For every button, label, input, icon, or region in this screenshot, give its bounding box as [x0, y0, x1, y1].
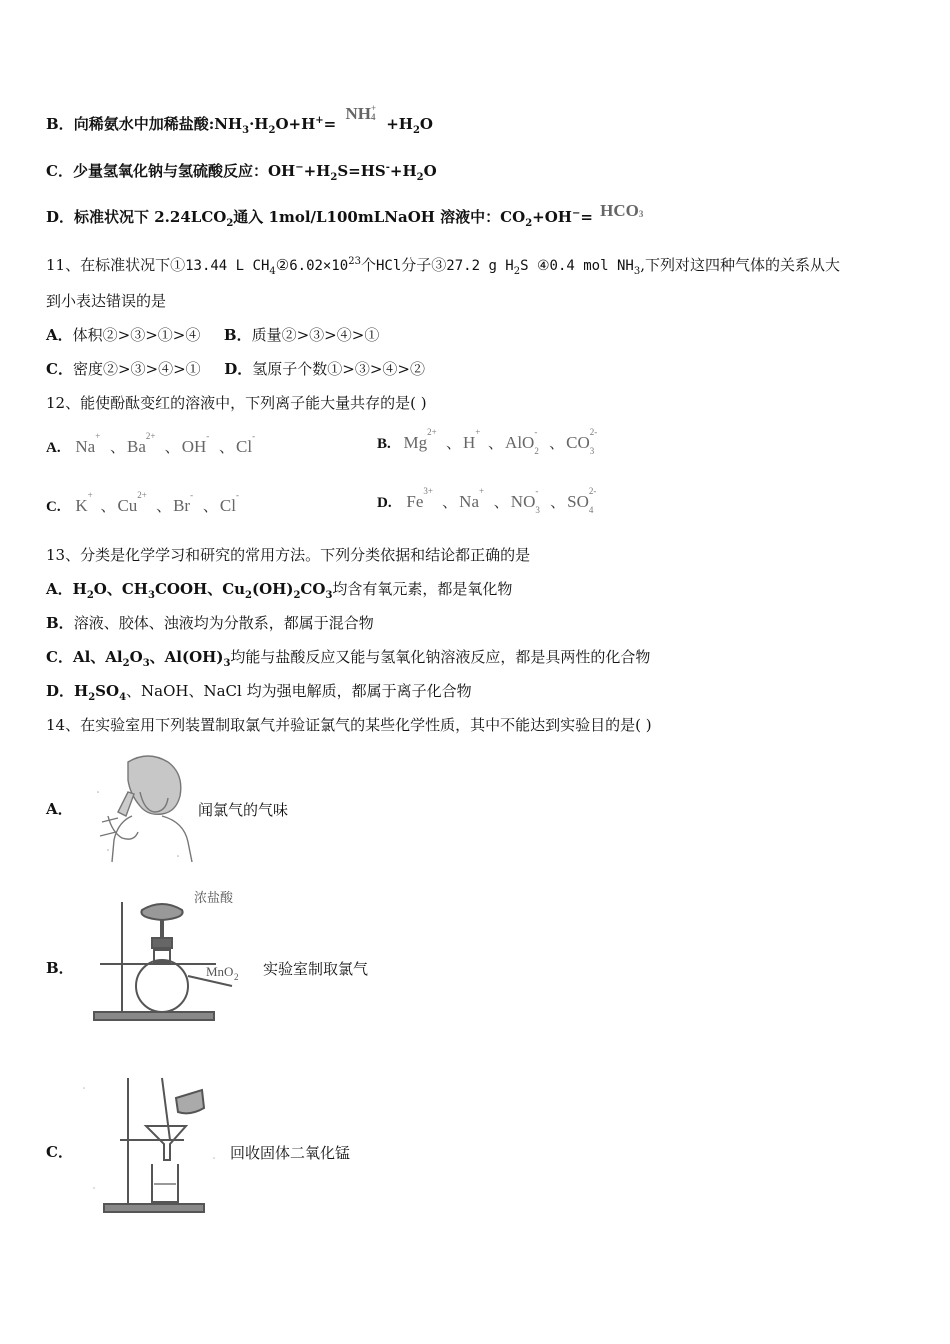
q10-option-c: C．少量氢氧化钠与氢硫酸反应：$OH^-+H_2S=HS^-+H_2O$: [46, 162, 437, 183]
q14-option-c-label: C．: [46, 1143, 73, 1161]
svg-text:MnO: MnO: [206, 964, 234, 979]
q13-stem: 13、分类是化学学习和研究的常用方法。下列分类依据和结论都正确的是: [46, 546, 531, 564]
q13-option-c: C．Al、$Al_2O_3$、$Al(OH)_3$均能与盐酸反应又能与氢氧化钠溶液反应，都是具两性的化合物: [46, 648, 651, 669]
bicarbonate-ion: HCO 3: [600, 201, 644, 220]
q12-option-c: C. K + 、 Cu 2+ 、 Br - 、 Cl -: [46, 490, 239, 515]
q12-option-a: A. Na + 、 Ba 2+ 、 OH - 、 Cl -: [46, 431, 256, 456]
chlorine-generator-apparatus: [86, 880, 260, 1030]
svg-text:浓盐酸: 浓盐酸: [194, 891, 234, 906]
q13-option-b: B．溶液、胶体、浊液均为分散系，都属于混合物: [46, 614, 374, 632]
q14-option-b-label: B．: [46, 959, 74, 977]
q14-stem: 14、在实验室用下列装置制取氯气并验证氯气的某些化学性质，其中不能达到实验目的是( ): [46, 716, 652, 734]
smelling-gas-illustration: [88, 752, 198, 864]
q14-option-a-label: A．: [46, 800, 73, 818]
q11-stem-line2: 到小表达错误的是: [46, 292, 167, 310]
q14-option-b-caption: 实验室制取氯气: [263, 960, 369, 978]
q10-option-d: D．标准状况下 $2.24LCO_2$通入 1mol/L100mLNaOH 溶液中：$CO_2+OH^-=$ HCO 3: [46, 201, 644, 229]
q11-options-cd: C．密度②>③>④>① D．氢原子个数①>③>④>②: [46, 360, 425, 378]
q13-option-a: A．$H_2O$、$CH_3COOH$、$Cu_2(OH)_2CO_3$均含有氧元素，都是氧化物: [46, 580, 513, 601]
ammonium-ion: NH + 4: [345, 103, 377, 123]
q10-option-b: B．向稀氨水中加稀盐酸$:NH_3\cdot H_2O+H^+=$ NH + 4 $+H_2O$: [46, 103, 433, 136]
q12-option-d: D. Fe 3+ 、 Na + 、 NO - 3 、 SO 2- 4: [377, 486, 597, 515]
q11-options-ab: A．体积②>③>①>④ B．质量②>③>④>①: [46, 326, 380, 344]
q12-stem: 12、能使酚酞变红的溶液中，下列离子能大量共存的是( ): [46, 394, 427, 412]
q13-option-d: D．$H_2SO_4$、NaOH、NaCl 均为强电解质，都属于离子化合物: [46, 682, 472, 703]
q12-option-b: B. Mg 2+ 、 H + 、 AlO - 2 、 CO 2- 3: [377, 427, 598, 456]
svg-text:2: 2: [234, 972, 239, 982]
q11-stem: 11、在标准状况下①13.44 L $CH_4②6.02\times 10^{23}$个HCl分子③27.2 g $H_2S$ ④0.4 mol $NH_3$,下列对这四种气体的关系从大: [46, 256, 840, 277]
q14-option-c-caption: 回收固体二氧化锰: [230, 1144, 351, 1162]
filtration-apparatus: [74, 1068, 224, 1222]
q14-option-a-caption: 闻氯气的气味: [198, 801, 289, 819]
